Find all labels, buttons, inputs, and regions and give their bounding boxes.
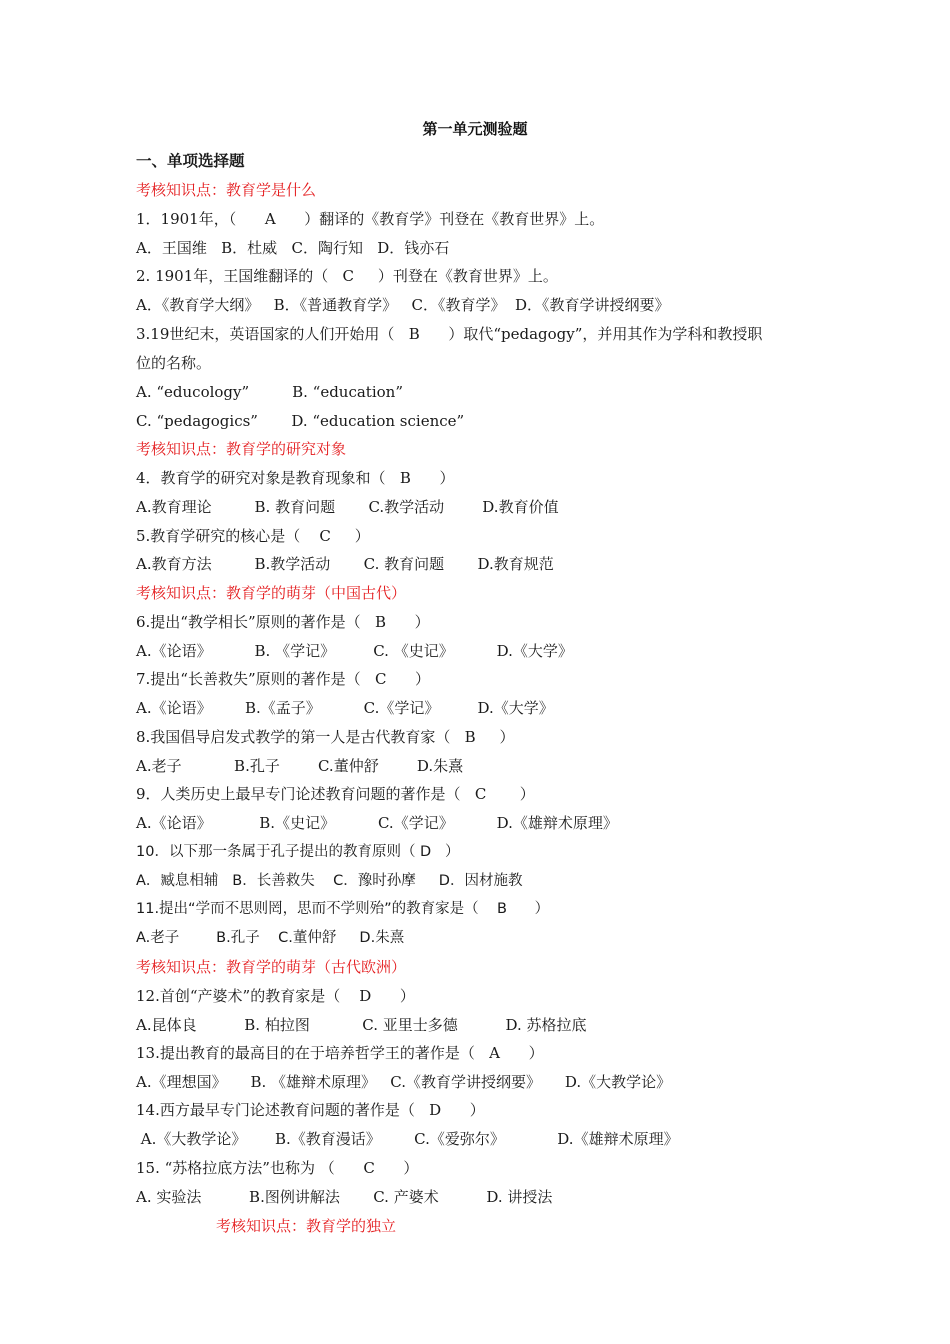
question-8: 8.我国倡导启发式教学的第一人是古代教育家（ B ） [136, 728, 515, 746]
question-9-options: A.《论语》 B.《史记》 C.《学记》 D.《雄辩术原理》 [136, 814, 618, 832]
question-7-options: A.《论语》 B.《孟子》 C.《学记》 D.《大学》 [136, 699, 554, 717]
question-3-options-ab: A. “educology” B. “education” [136, 383, 403, 401]
question-7: 7.提出“长善救失”原则的著作是（ C ） [136, 670, 431, 688]
knowledge-point-heading: 考核知识点：教育学的萌芽（古代欧洲） [136, 958, 407, 976]
question-11-options: A.老子 B.孔子 C.董仲舒 D.朱熹 [136, 930, 405, 946]
knowledge-point-heading: 考核知识点：教育学的研究对象 [136, 440, 347, 458]
question-8-options: A.老子 B.孔子 C.董仲舒 D.朱熹 [136, 757, 464, 775]
knowledge-point-heading: 考核知识点：教育学的萌芽（中国古代） [136, 584, 407, 602]
question-14: 14.西方最早专门论述教育问题的著作是（ D ） [136, 1101, 485, 1119]
question-6-options: A.《论语》 B. 《学记》 C. 《史记》 D.《大学》 [136, 642, 573, 660]
page-title: 第一单元测验题 [422, 120, 528, 138]
question-1: 1．1901年，（ A ）翻译的《教育学》刊登在《教育世界》上。 [136, 210, 605, 228]
question-2-options: A．《教育学大纲》 B．《普通教育学》 C．《教育学》 D．《教育学讲授纲要》 [136, 296, 670, 314]
knowledge-point-heading: 考核知识点：教育学是什么 [136, 181, 317, 199]
question-1-options: A．王国维 B．杜威 C．陶行知 D．钱亦石 [136, 239, 450, 257]
knowledge-point-heading: 考核知识点：教育学的独立 [216, 1217, 397, 1235]
question-2: 2. 1901年，王国维翻译的（ C ）刊登在《教育世界》上。 [136, 267, 558, 285]
question-3-options-cd: C. “pedagogics” D. “education science” [136, 412, 465, 430]
question-3-continued: 位的名称。 [136, 354, 212, 372]
question-14-options: A.《大教学论》 B.《教育漫话》 C.《爱弥尔》 D.《雄辩术原理》 [136, 1130, 679, 1148]
question-13: 13.提出教育的最高目的在于培养哲学王的著作是（ A ） [136, 1044, 544, 1062]
question-12-options: A.昆体良 B. 柏拉图 C. 亚里士多德 D. 苏格拉底 [136, 1016, 587, 1034]
question-3: 3.19世纪末，英语国家的人们开始用（ B ）取代“pedagogy”，并用其作为学科和教授职 [136, 325, 763, 343]
question-5-options: A.教育方法 B.教学活动 C. 教育问题 D.教育规范 [136, 555, 554, 573]
question-11: 11.提出“学而不思则罔，思而不学则殆”的教育家是（ B ） [136, 901, 550, 917]
question-6: 6.提出“教学相长”原则的著作是（ B ） [136, 613, 430, 631]
question-10: 10．以下那一条属于孔子提出的教育原则（ D ） [136, 844, 460, 860]
question-13-options: A.《理想国》 B. 《雄辩术原理》 C.《教育学讲授纲要》 D.《大教学论》 [136, 1073, 672, 1091]
question-4: 4．教育学的研究对象是教育现象和（ B ） [136, 469, 455, 487]
question-15: 15. “苏格拉底方法”也称为 （ C ） [136, 1159, 419, 1177]
question-10-options: A．臧息相辅 B．长善救失 C．豫时孙摩 D．因材施教 [136, 873, 523, 889]
question-12: 12.首创“产婆术”的教育家是（ D ） [136, 987, 415, 1005]
question-4-options: A.教育理论 B. 教育问题 C.教学活动 D.教育价值 [136, 498, 559, 516]
question-15-options: A. 实验法 B.图例讲解法 C. 产婆术 D. 讲授法 [136, 1188, 553, 1206]
section-heading: 一、单项选择题 [136, 152, 245, 170]
question-9: 9．人类历史上最早专门论述教育问题的著作是（ C ） [136, 785, 535, 803]
question-5: 5.教育学研究的核心是（ C ） [136, 527, 370, 545]
